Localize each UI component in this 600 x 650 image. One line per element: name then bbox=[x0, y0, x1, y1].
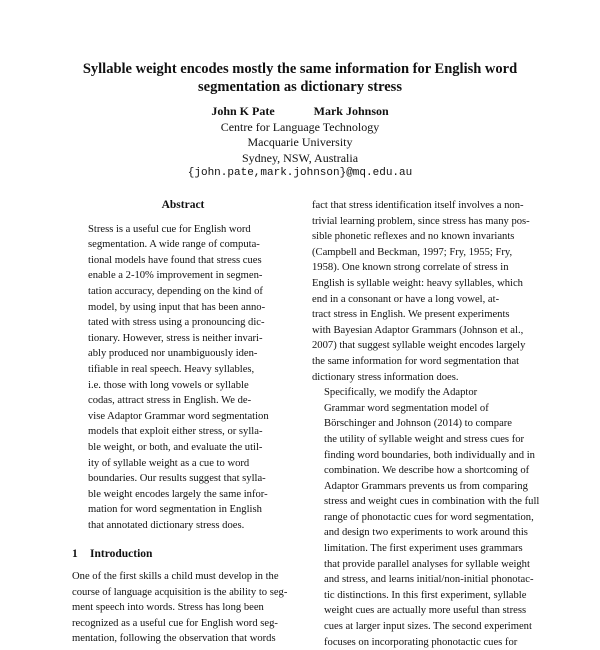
text-line: combination. We describe how a shortcoming of bbox=[324, 465, 530, 477]
text-line: and design two experiments to work around this bbox=[324, 527, 528, 539]
section-title: Introduction bbox=[90, 548, 153, 561]
text-line: course of language acquisition is the ability to seg- bbox=[72, 586, 288, 598]
affiliation-line: Macquarie University bbox=[247, 135, 353, 149]
text-line: weight cues are actually more useful than stress bbox=[324, 605, 527, 617]
text-line: fact that stress identification itself involves a non- bbox=[312, 200, 524, 211]
text-line: Adaptor Grammars prevents us from comparing bbox=[324, 480, 528, 492]
text-line: ment speech into words. Stress has long been bbox=[72, 602, 264, 614]
intro-paragraph bbox=[312, 385, 540, 650]
text-line: models that exploit either stress, or sylla- bbox=[88, 426, 263, 438]
text-line: Börschinger and Johnson (2014) to compare bbox=[324, 418, 512, 430]
text-line: 1958). One known strong correlate of stress in bbox=[312, 262, 509, 274]
text-line: mentation, following the observation that words bbox=[72, 633, 276, 645]
text-line: end in a consonant or have a long vowel, at- bbox=[312, 293, 500, 305]
author-email: {john.pate,mark.johnson}@mq.edu.au bbox=[187, 167, 413, 179]
text-line: limitation. The first experiment uses grammars bbox=[324, 543, 523, 555]
text-line: (Campbell and Beckman, 1997; Fry, 1955; Fry, bbox=[312, 246, 513, 258]
text-line: sible phonetic reflexes and no known invariants bbox=[312, 231, 515, 243]
right-column bbox=[312, 198, 540, 650]
intro-paragraph bbox=[312, 198, 534, 385]
affiliation-line: Sydney, NSW, Australia bbox=[241, 150, 359, 165]
text-line: tifiable in real speech. Heavy syllables, bbox=[88, 363, 255, 375]
author-name: Mark Johnson bbox=[313, 104, 389, 118]
abstract-body bbox=[72, 222, 294, 534]
text-line: codas, attract stress in English. We de- bbox=[88, 395, 252, 407]
section-heading bbox=[72, 547, 294, 563]
text-line: segmentation. A wide range of computa- bbox=[88, 239, 260, 251]
title-line: segmentation as dictionary stress bbox=[198, 79, 402, 95]
text-line: and stress, and learns initial/non-initial phonotac- bbox=[324, 574, 534, 586]
text-line: mation for word segmentation in English bbox=[88, 504, 262, 516]
text-line: cues at larger input sizes. The second experiment bbox=[324, 621, 532, 633]
text-line: Specifically, we modify the Adaptor bbox=[324, 387, 478, 399]
abstract-heading: Abstract bbox=[161, 199, 205, 211]
text-line: range of phonotactic cues for word segmentation, bbox=[324, 511, 534, 523]
text-line: tionary. However, stress is neither invari- bbox=[88, 332, 263, 344]
text-line: the utility of syllable weight and stress cues for bbox=[324, 433, 525, 445]
text-line: trivial learning problem, since stress has many pos- bbox=[312, 215, 530, 227]
text-line: ity of syllable weight as a cue to word bbox=[88, 457, 250, 469]
author-names bbox=[0, 104, 600, 120]
text-line: model, by using input that has been anno- bbox=[88, 301, 266, 313]
paper-title bbox=[0, 60, 600, 96]
text-line: that provide parallel analyses for syllable weight bbox=[324, 558, 530, 570]
text-line: ably produced nor unambiguously iden- bbox=[88, 348, 258, 360]
text-line: finding word boundaries, both individually and in bbox=[324, 449, 535, 461]
text-line: tic distinctions. In this first experiment, syllable bbox=[324, 589, 527, 601]
text-line: tation accuracy, depending on the kind of bbox=[88, 285, 263, 297]
text-line: i.e. those with long vowels or syllable bbox=[88, 379, 249, 391]
text-line: ble weight, or both, and evaluate the util- bbox=[88, 441, 263, 453]
text-line: recognized as a useful cue for English word seg- bbox=[72, 617, 278, 629]
section-number: 1 bbox=[72, 548, 78, 561]
text-line: English is syllable weight: heavy syllables, which bbox=[312, 277, 523, 289]
text-line: with Bayesian Adaptor Grammars (Johnson et al., bbox=[312, 324, 524, 336]
text-line: One of the first skills a child must develop in the bbox=[72, 571, 279, 583]
title-line: Syllable weight encodes mostly the same information for English word bbox=[82, 61, 518, 77]
text-line: tional models have found that stress cues bbox=[88, 254, 262, 266]
text-line: that annotated dictionary stress does. bbox=[88, 519, 245, 531]
text-line: enable a 2-10% improvement in segmen- bbox=[88, 270, 263, 282]
text-line: stress and weight cues in combination with the full bbox=[324, 496, 540, 508]
affiliation-line: Centre for Language Technology bbox=[220, 119, 380, 134]
text-line: vise Adaptor Grammar word segmentation bbox=[88, 410, 269, 422]
text-line: Grammar word segmentation model of bbox=[324, 402, 489, 414]
author-name: John K Pate bbox=[211, 104, 275, 118]
text-line: dictionary stress information does. bbox=[312, 371, 459, 383]
intro-paragraph bbox=[72, 569, 294, 647]
text-line: tract stress in English. We present experiments bbox=[312, 309, 510, 321]
text-line: Stress is a useful cue for English word bbox=[88, 223, 251, 235]
text-line: boundaries. Our results suggest that sylla- bbox=[88, 473, 266, 485]
text-line: the same information for word segmentation that bbox=[312, 355, 520, 367]
text-line: focuses on incorporating phonotactic cues for bbox=[324, 636, 518, 648]
left-column bbox=[72, 198, 294, 647]
text-line: 2007) that suggest syllable weight encodes largely bbox=[312, 340, 526, 352]
author-block bbox=[0, 104, 600, 182]
text-line: tated with stress using a pronouncing dic- bbox=[88, 317, 265, 329]
text-line: ble weight encodes largely the same infor- bbox=[88, 488, 268, 500]
